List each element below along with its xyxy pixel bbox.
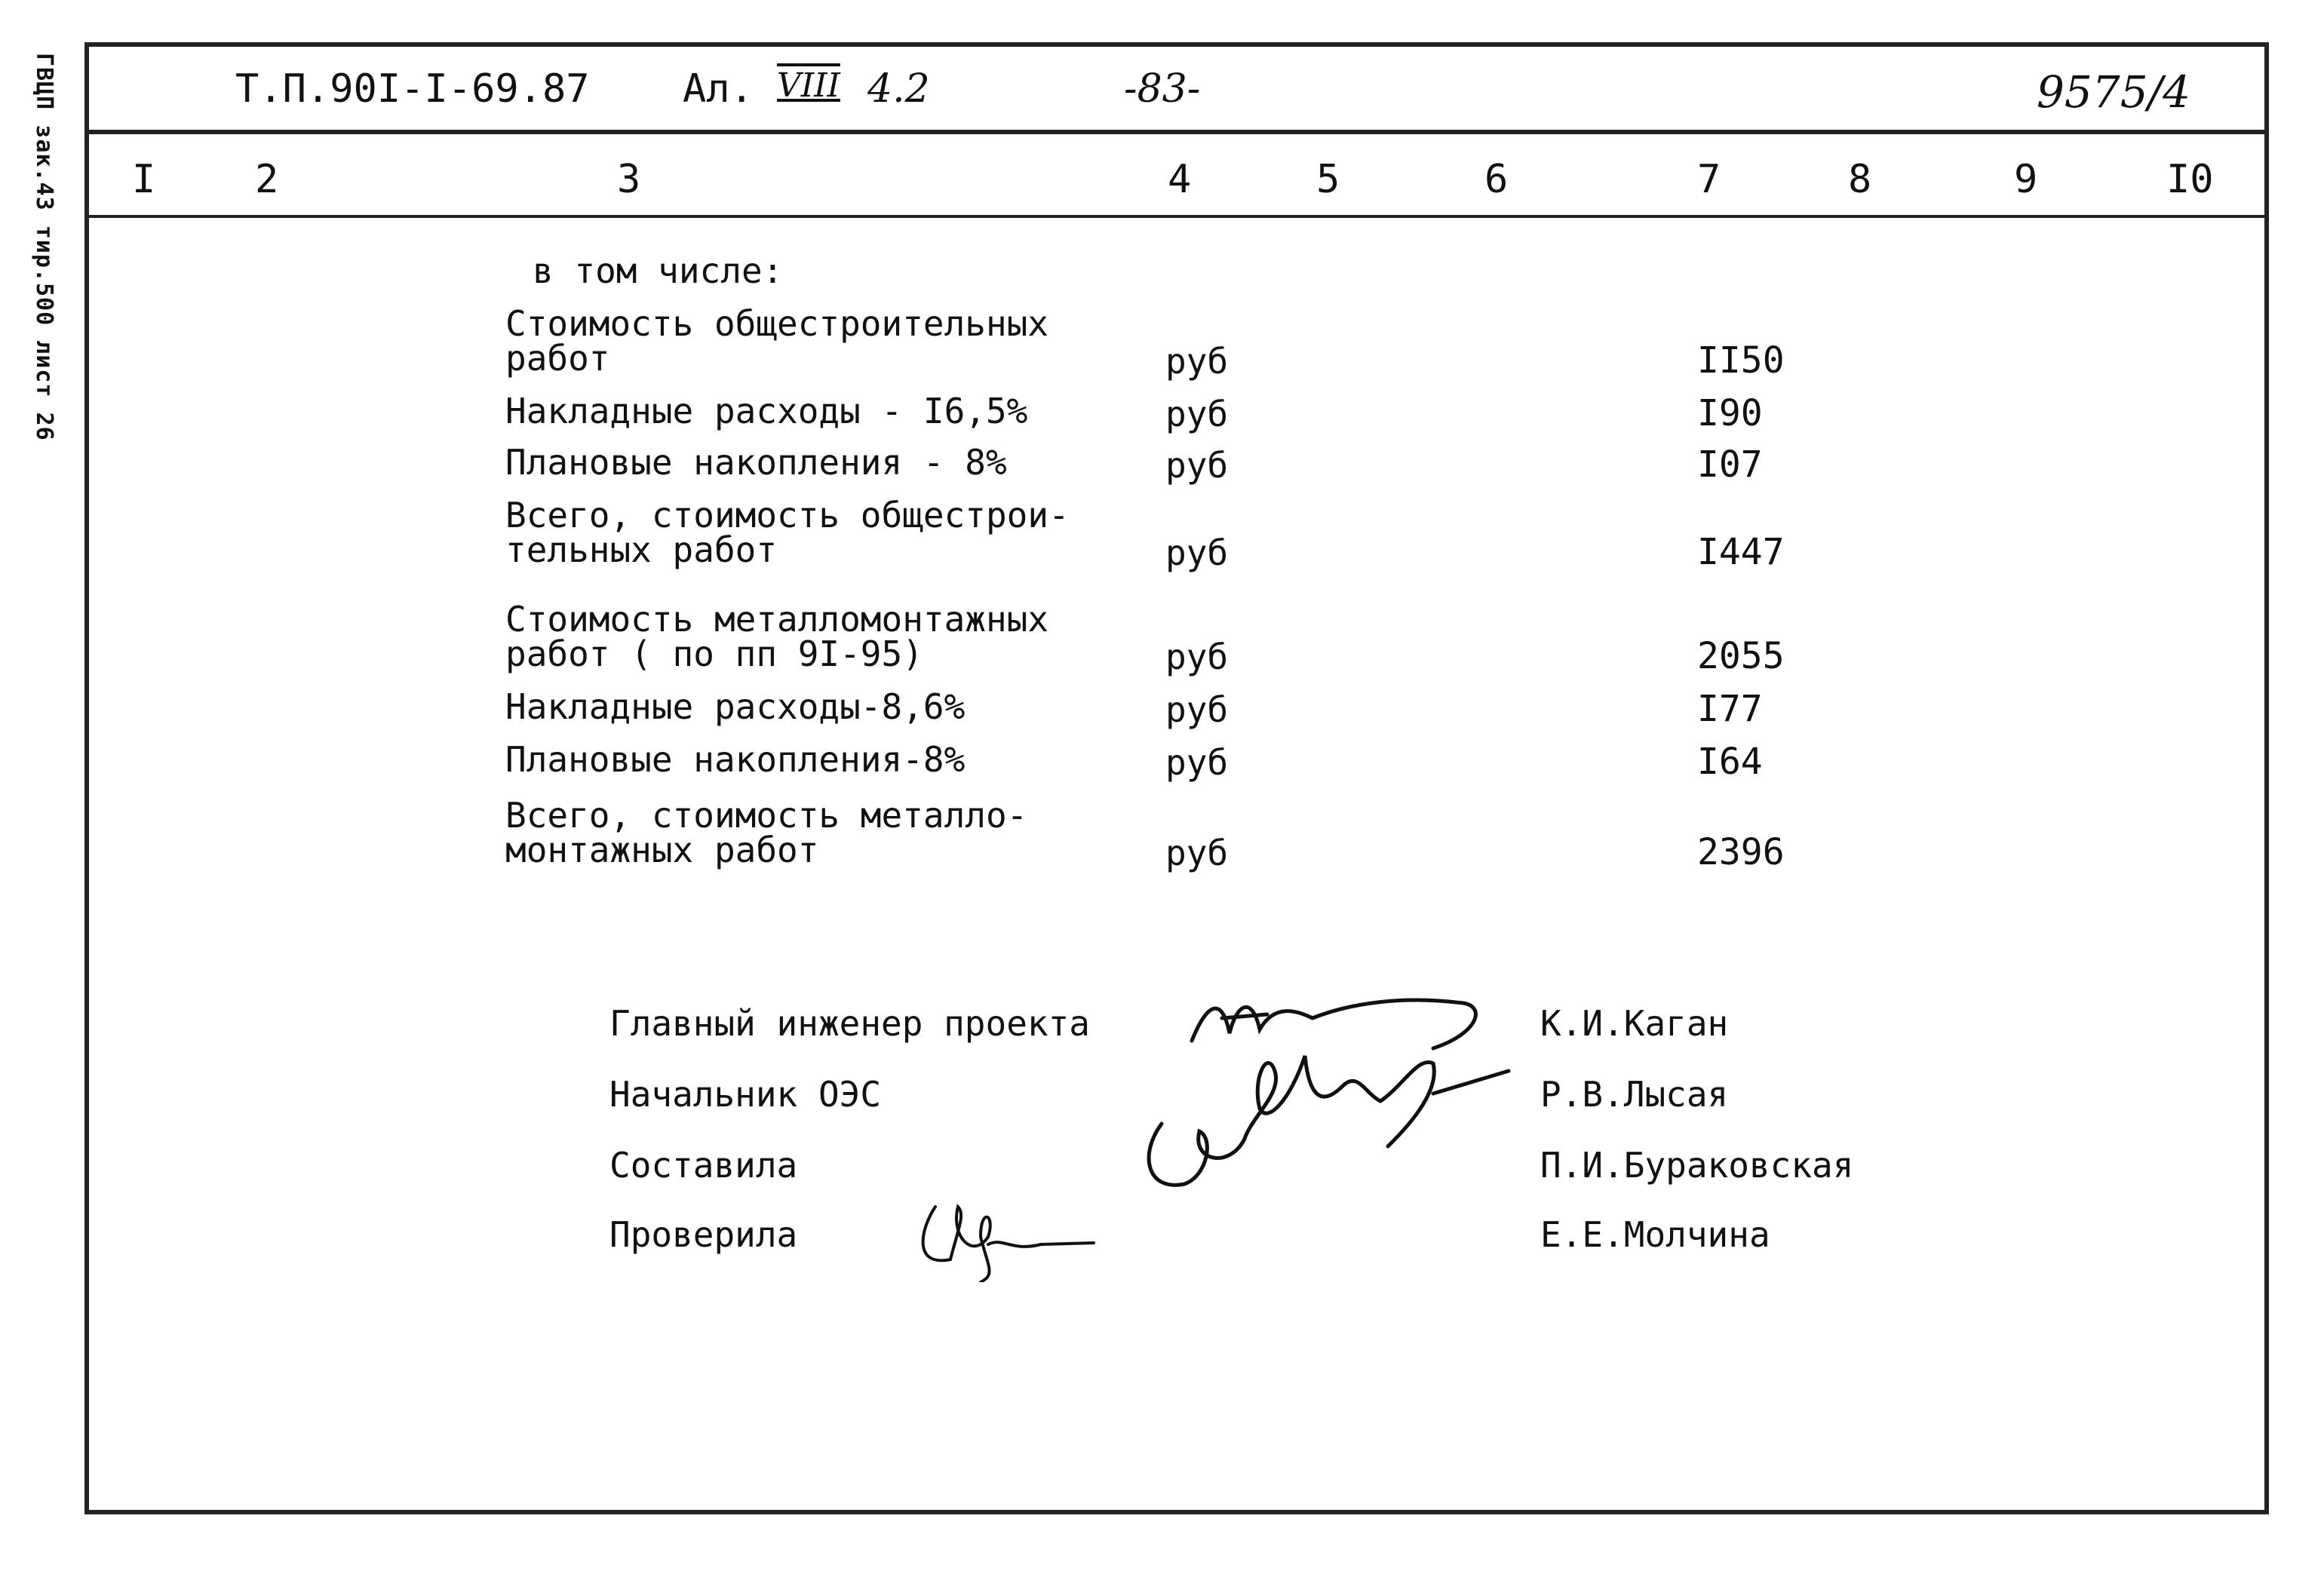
row-value: II50: [1697, 339, 1785, 382]
album-number: VIII: [777, 66, 840, 105]
row-label-line: работ: [505, 338, 610, 379]
row-unit: руб: [1165, 833, 1229, 873]
row-unit: руб: [1165, 689, 1229, 730]
header-divider: [84, 130, 2269, 134]
column-number-8: 8: [1848, 157, 1872, 202]
column-number-4: 4: [1168, 157, 1192, 202]
row-value: 2396: [1697, 831, 1785, 873]
handwritten-signature: [1116, 1011, 1539, 1222]
row-value: I07: [1697, 443, 1763, 486]
page-number: -83-: [1124, 66, 1201, 112]
intro-line: в том числе:: [533, 250, 784, 291]
handwritten-signature: [905, 1184, 1101, 1282]
column-number-3: 3: [617, 157, 641, 202]
row-value: I64: [1697, 741, 1763, 783]
signature-title: Составила: [609, 1145, 798, 1186]
column-number-10: I0: [2166, 157, 2214, 202]
column-number-9: 9: [2014, 157, 2038, 202]
row-unit: руб: [1165, 445, 1229, 486]
row-unit: руб: [1165, 341, 1229, 382]
signature-title: Проверила: [609, 1214, 798, 1255]
inventory-number: 9575/4: [2037, 66, 2191, 118]
side-stamp: [14, 53, 59, 475]
album-part: 4.2: [867, 66, 930, 112]
signature-title: Главный инженер проекта: [609, 1003, 1090, 1044]
row-unit: руб: [1165, 394, 1229, 434]
signature-name: П.И.Бураковская: [1540, 1145, 1854, 1186]
column-number-1: I: [132, 157, 156, 202]
column-number-2: 2: [255, 157, 279, 202]
row-unit: руб: [1165, 532, 1229, 573]
row-value: I447: [1697, 531, 1785, 573]
row-label-line: тельных работ: [505, 529, 778, 570]
row-label-line: монтажных работ: [505, 830, 819, 870]
row-label-line: работ ( по пп 9I-95): [505, 634, 923, 674]
signature-title: Начальник ОЭС: [609, 1074, 882, 1115]
row-value: I90: [1697, 392, 1763, 434]
row-label-line: Всего, стоимость металло-: [505, 795, 1028, 836]
row-label-line: Всего, стоимость общестрои-: [505, 495, 1070, 535]
signature-name: К.И.Каган: [1540, 1003, 1729, 1044]
signature-name: Е.Е.Молчина: [1540, 1214, 1770, 1255]
row-value: 2055: [1697, 635, 1785, 677]
row-unit: руб: [1165, 742, 1229, 783]
row-label-line: Накладные расходы - I6,5%: [505, 391, 1028, 431]
row-label-line: Стоимость общестроительных: [505, 303, 1049, 344]
row-label-line: Стоимость металломонтажных: [505, 599, 1049, 640]
row-label-line: Плановые накопления-8%: [505, 739, 966, 780]
column-number-5: 5: [1316, 157, 1340, 202]
column-header-divider: [84, 215, 2269, 218]
row-label-line: Накладные расходы-8,6%: [505, 686, 966, 727]
row-unit: руб: [1165, 637, 1229, 677]
row-label-line: Плановые накопления - 8%: [505, 442, 1007, 483]
row-value: I77: [1697, 688, 1763, 730]
column-number-6: 6: [1484, 157, 1509, 202]
album-label: Ал.: [683, 66, 754, 112]
signature-name: Р.В.Лысая: [1540, 1074, 1729, 1115]
side-stamp-text: ГВЦП зак.43 тир.500 лист 26: [31, 53, 57, 441]
column-number-7: 7: [1697, 157, 1721, 202]
doc-code: Т.П.90I-I-69.87: [235, 66, 590, 112]
